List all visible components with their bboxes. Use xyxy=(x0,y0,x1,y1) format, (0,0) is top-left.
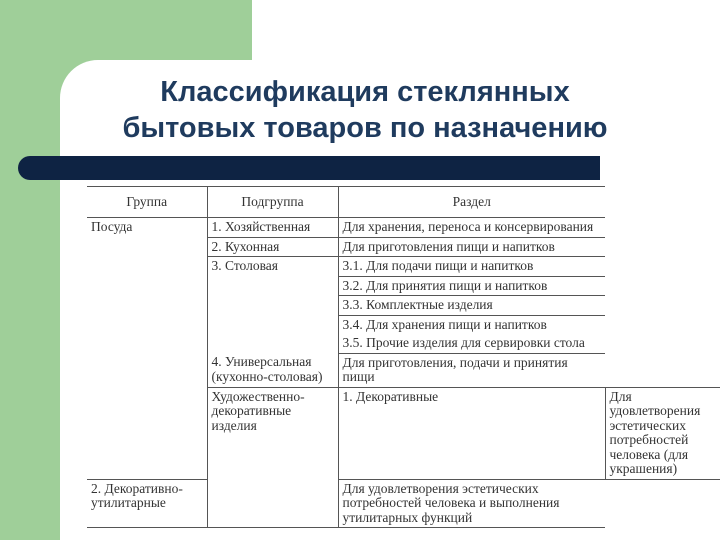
slide-title-line-1: Классификация стеклянных xyxy=(160,76,570,108)
section-cell: Для приготовления пищи и напитков xyxy=(338,237,605,257)
section-cell: Для приготовления, подачи и принятия пищи xyxy=(338,353,605,387)
subgroup-cell: 1. Хозяйственная xyxy=(207,218,338,238)
table-row xyxy=(87,218,720,238)
section-cell: Для удовлетворения эстетических потребностей человека (для украшения) xyxy=(605,387,720,479)
header-subgroup: Подгруппа xyxy=(207,187,338,218)
section-cell: 3.2. Для принятия пищи и напитков xyxy=(338,276,605,296)
subgroup-cell: 4. Универсальная (кухонно-столовая) xyxy=(207,353,338,387)
header-group: Группа xyxy=(87,187,207,218)
classification-table xyxy=(87,186,720,528)
section-cell: Для удовлетворения эстетических потребностей человека и выполнения утилитарных функций xyxy=(338,479,605,528)
table-header-row xyxy=(87,187,720,218)
slide-title-line-2: бытовых товаров по назначению xyxy=(122,112,608,144)
section-cell: 3.4. Для хранения пищи и напитков xyxy=(338,315,605,334)
group-cell: Художественно-декоративные изделия xyxy=(207,387,338,528)
title-underline-bar xyxy=(18,156,600,180)
group-cell: Посуда xyxy=(87,218,207,480)
table-row xyxy=(87,479,720,528)
section-cell: 3.5. Прочие изделия для сервировки стола xyxy=(338,334,605,353)
section-cell: 3.3. Комплектные изделия xyxy=(338,296,605,316)
section-cell: Для хранения, переноса и консервирования xyxy=(338,218,605,238)
subgroup-cell: 2. Кухонная xyxy=(207,237,338,257)
slide-title xyxy=(80,74,650,146)
section-cell: 3.1. Для подачи пищи и напитков xyxy=(338,257,605,277)
header-section: Раздел xyxy=(338,187,605,218)
subgroup-cell: 1. Декоративные xyxy=(338,387,605,479)
subgroup-cell: 2. Декоративно-утилитарные xyxy=(87,479,207,528)
subgroup-cell: 3. Столовая xyxy=(207,257,338,354)
